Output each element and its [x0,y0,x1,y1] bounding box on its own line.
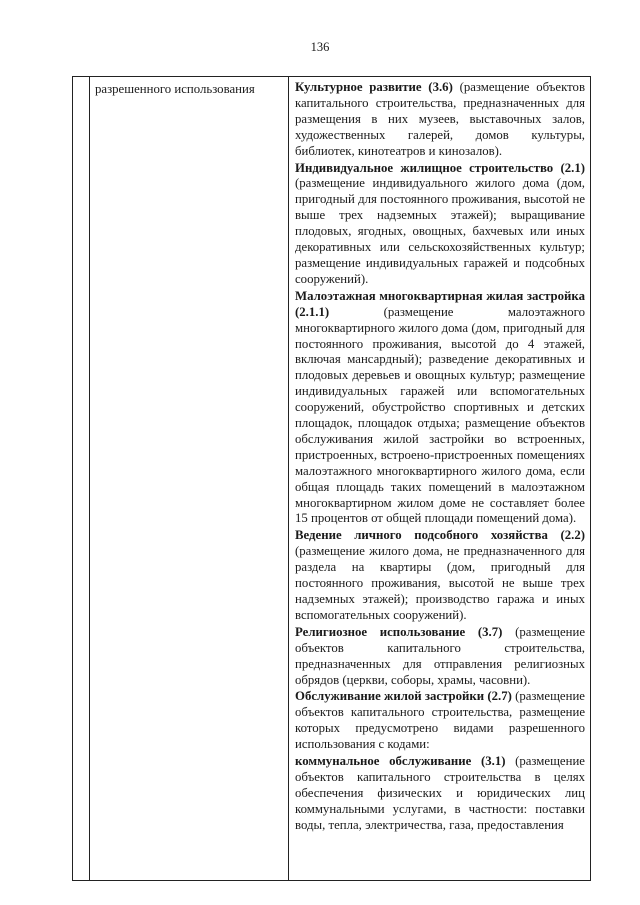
entry-personal-farming [295,528,585,623]
entry-title: Ведение личного подсобного хозяйства (2.2) [295,528,585,543]
entry-title: Малоэтажная многоквартирная жилая застройка (2.1.1) [295,288,585,319]
entry-text: (размещение жилого дома, не предназначенного для раздела на квартиры (дом, пригодный для постоянного проживания, высотой не выше трех надземных этажей); производство гаража и иных вспомогательных сооружений). [295,544,585,622]
entry-religious-use [295,625,585,689]
entry-cultural-development [295,80,585,160]
entry-title: Обслуживание жилой застройки (2.7) [295,689,512,704]
entry-title: Религиозное использование (3.7) [295,624,503,639]
entry-low-rise-apartments [295,289,585,528]
table-content-column [289,77,590,880]
entry-individual-housing [295,161,585,288]
entry-text: (размещение объектов капитального строительства в целях обеспечения физических и юридических лиц коммунальными услугами, в частности: поставки воды, тепла, электричества, газа, предоставления [295,754,585,832]
entry-title: Индивидуальное жилищное строительство (2.1) [295,160,585,175]
entry-text: (размещение индивидуального жилого дома (дом, пригодный для постоянного проживания, высотой не выше трех надземных этажей); выращивание плодовых, ягодных, овощных, бахчевых или иных декоративных или сельскохозяйственных культур; размещение индивидуальных гаражей и подсобных сооружений). [295,176,585,286]
page-number: 136 [310,40,330,54]
left-column-text: разрешенного использования [95,82,255,96]
entry-title: Культурное развитие (3.6) [295,80,453,94]
entry-residential-services [295,689,585,753]
zoning-table [72,76,591,881]
entry-title: коммунальное обслуживание (3.1) [295,754,506,769]
entry-text: (размещение малоэтажного многоквартирного жилого дома (дом, пригодный для постоянного проживания, высотой до 4 этажей, включая мансардный); разведение декоративных и плодовых деревьев и овощных культур; размещение индивидуальных гаражей или вспомогательных сооружений, обустройство спортивных и детских площадок, площадок отдыха; размещение объектов обслуживания жилой застройки во встроенных, пристроенных, встроено-пристроенных помещениях малоэтажного многоквартирного жилого дома, если общая площадь таких помещений в малоэтажном многоквартирном жилом доме не составляет более 15 процентов от общей площади помещений дома). [295,304,585,526]
entry-text: (размещение объектов капитального строительства, предназначенных для размещения в них музеев, выставочных залов, художественных галерей, домов культуры, библиотек, кинотеатров и кинозалов). [295,80,585,158]
entry-utility-services [295,754,585,834]
entry-text: (размещение объектов капитального строительства, предназначенных для отправления религиозных обрядов (церкви, соборы, храмы, часовни). [295,624,585,687]
table-number-column [73,77,90,880]
entry-text: (размещение объектов капитального строительства, размещение которых предусмотрено видами разрешенного использования с кодами: [295,689,585,752]
table-name-column [90,77,289,880]
